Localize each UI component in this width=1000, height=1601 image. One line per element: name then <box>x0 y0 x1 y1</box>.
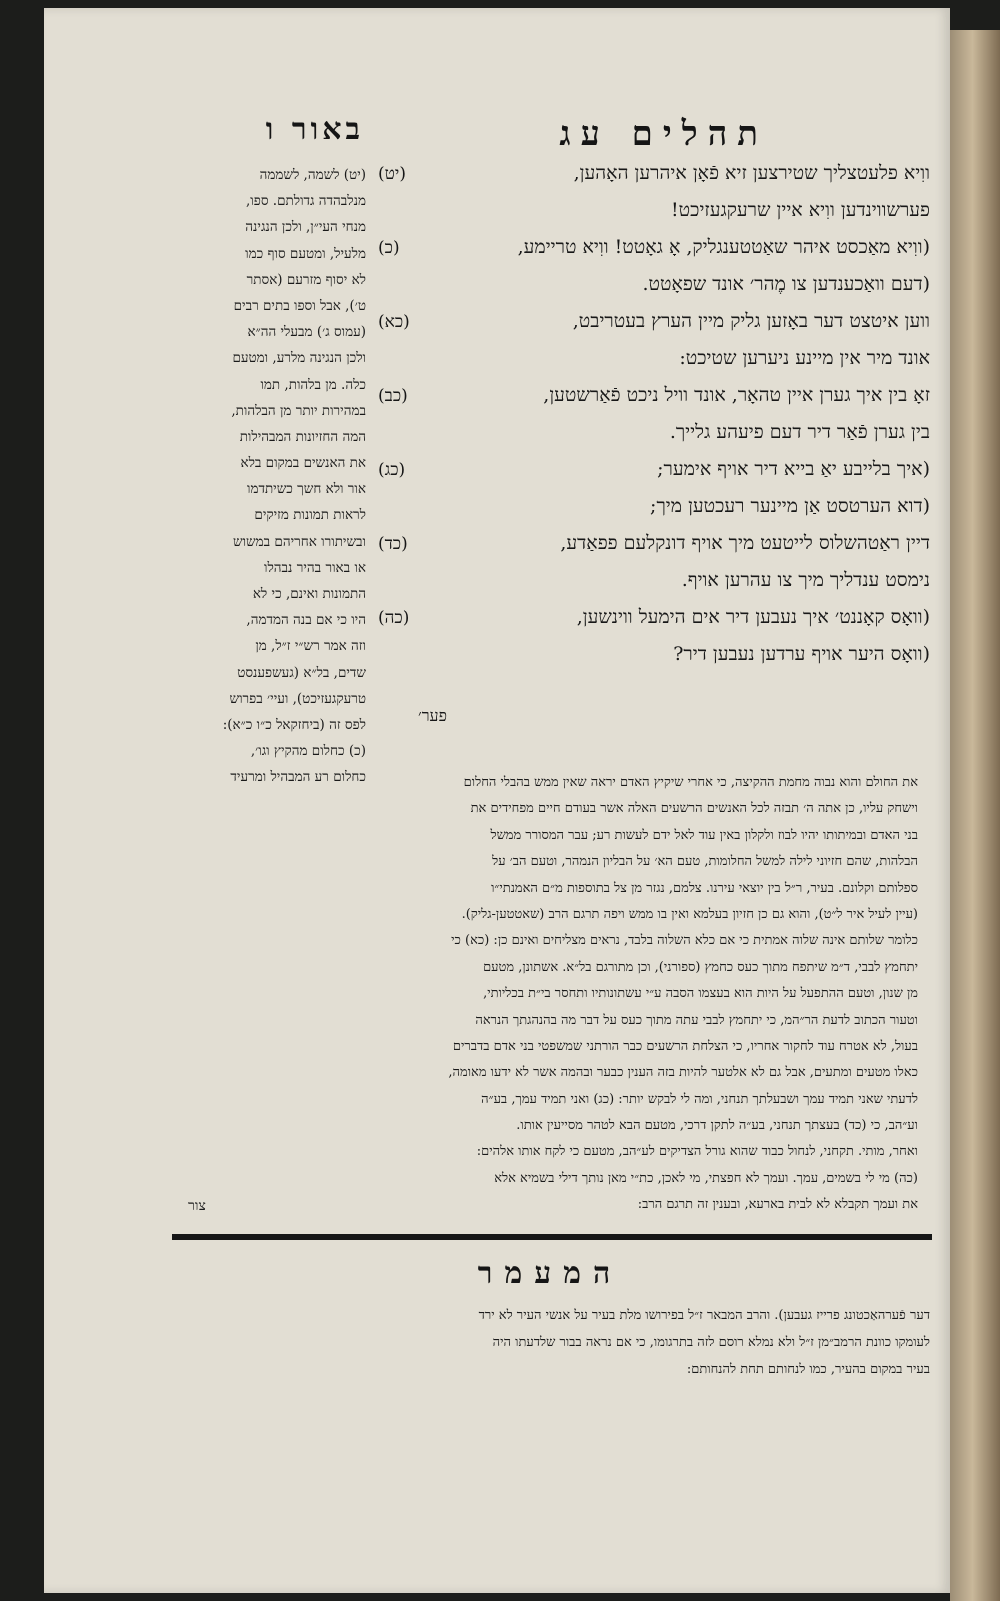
commentary-line: (עמוס ג׳) מבעלי הה״א <box>247 324 366 341</box>
commentary-line: לפס זה (ביחזקאל כ״ו כ״א): <box>222 716 366 733</box>
commentary-line: טרעקגעזיכט), ועיי׳ בפרוש <box>229 690 366 707</box>
commentary-line: ואחר, מותי. תקחני, לנחול כבוד שהוא גורל הצדיקים לע״הב, מטעם כי לקח אותו אלהים: <box>476 1144 918 1160</box>
commentary-line: ובשיתורו אחריהם במשוש <box>233 533 366 550</box>
commentary-line: (עיין לעיל איר ל״ט), והוא גם כן חזיון בעלמא ואין בו ממש ויפה תרגם הרב (שאטטען-גליק). <box>461 906 918 922</box>
verse-line <box>378 643 930 680</box>
commentary-line: וע״הב, כי (כד) בעצתך תנחני, בע״ה לתקן דרכי, מטעם הבא לטהר מסייעין אותו. <box>516 1118 918 1134</box>
section-divider <box>172 1234 932 1240</box>
commentary-line: כלה. מן בלהות, תמו <box>260 376 366 393</box>
section-title: המעמר <box>477 1256 623 1291</box>
commentary-line: בעול, לא אטרח עוד לחקור אחריו, כי הצלחת הרשעים כבר הורתני שמשפטי בני אדם בדברים <box>452 1038 918 1054</box>
verse-text: אונד מיר אין מיינע ניערען שטיכט: <box>679 347 930 369</box>
verse-text: ווען איטצט דער באָזען גליק מיין הערץ בעטריבט, <box>572 310 930 332</box>
verse-line <box>378 458 930 495</box>
commentary-line: ספלותם וקלונם. בעיר, ר״ל בין יוצאי עירנו. צלמם, נגזר מן צל בתוספות מ״ם האמנתי״ו <box>491 880 918 896</box>
commentary-line: התמונות ואינם, כי לא <box>252 586 366 602</box>
verse-text: (וואָס קאָננט׳ איך נעבען דיר אים הימעל ווינשען, <box>576 606 930 628</box>
verse-line <box>378 495 930 532</box>
catchword: צור <box>188 1198 206 1214</box>
commentary-line: את האנשים במקום בלא <box>240 455 366 472</box>
verse-number: (כ) <box>378 238 400 258</box>
verse-text: נימסט ענדליך מיך צו עהרען אויף. <box>681 569 930 591</box>
verse-number: (כא) <box>378 312 410 332</box>
verse-line <box>378 384 930 421</box>
commentary-line: מנחי העי״ן, ולכן הנגינה <box>245 219 366 236</box>
commentary-line: וישחק עליו, כן אתה ה׳ תבזה לכל האנשים הרשעים האלה אשר בעודם חיים מפחידים את <box>470 801 918 817</box>
verse-text: ווִיא פלעטצליך שטירצען זיא פֿאָן איהרען האָהען, <box>573 162 930 184</box>
verse-number: (כג) <box>378 460 406 480</box>
commentary-line: לדעתי שאני תמיד עמך ושבעלתך תנחני, ומה לי לבקש יותר: (כג) ואני תמיד עמך, בע״ה <box>481 1091 918 1107</box>
verse-line <box>378 199 930 236</box>
commentary-line: (כ) כחלום מהקיץ וגו׳, <box>250 743 366 760</box>
commentary-line: מן שנון, וטעם ההתפעל על היות הוא בעצמו הסבה ע״י עשתונותיו ותחסר בי״ת בכליותי, <box>483 986 918 1002</box>
verse-text: דיין ראַטהשלוס לייטעט מיך אויף דונקלעם פפאַדע, <box>560 532 930 554</box>
commentary-line: (יט) לשמה, לשממה <box>259 167 366 183</box>
verse-text: (דוא הערטסט אַן מיינער רעכטען מיך; <box>650 495 930 517</box>
section-line: דער פֿערהאַכטונג פרייז געבען). והרב המבאר ז״ל בפירושו מלת בעיר על אנשי העיר לא ירד <box>478 1308 930 1323</box>
verse-line <box>378 606 930 643</box>
section-line: לעומקו כוונת הרמב״מן ז״ל ולא נמלא רוסם לזה בתרגומו, כי אם נראה בבור שלדעתו היה <box>492 1335 930 1350</box>
full-width-commentary <box>158 770 918 1219</box>
commentary-line: לא יסוף מזרעם (אסתר <box>246 271 366 288</box>
commentary-line: כלומר שלותם אינה שלוה אמתית כי אם כלא השלוה בלבד, נראים מצליחים ואינם כן: (כא) כי <box>451 933 918 949</box>
commentary-line: או באור בהיר נבהלו <box>264 559 366 576</box>
verse-number: (כה) <box>378 608 410 628</box>
verse-text: בין גערן פֿאַר דיר דעם פיעהע גלייך. <box>669 421 930 443</box>
verse-line <box>378 532 930 569</box>
commentary-line: לראות תמונות מזיקים <box>254 507 366 524</box>
verse-signature: פער׳ <box>418 706 447 725</box>
book-page-edges <box>950 30 1000 1601</box>
verse-text: (ווִיא מאַכסט איהר שאַטטענגליק, אָ גאָטט! ווִיא טריימע, <box>517 236 930 258</box>
verse-line <box>378 569 930 606</box>
commentary-line: כאלו מטעים ומתעים, אבל גם לא אלטער להיות בזה הענין כבער ובהמה אשר לא ידעו מאומה, <box>448 1065 918 1081</box>
commentary-line: בני האדם ובמיתותו יהיו לבוז ולקלון באין עוד לאל ידם לעשות רע; עבר המסורר ממשל <box>490 827 918 843</box>
verse-text: זאָ בין איך גערן איין טהאָר, אונד וויל ניכט פֿאַרשטען, <box>543 384 930 406</box>
verse-line <box>378 310 930 347</box>
verse-text: (וואָס היער אויף ערדען נעבען דיר? <box>673 643 930 665</box>
commentary-line: וטעור הכתוב לדעת הר״המ, כי יתחמץ לבבי עתה מתוך כעס על דבר מה בהנהגתך הנראה <box>475 1012 918 1028</box>
verse-number: (כד) <box>378 534 408 554</box>
commentary-line: ט׳), אבל וספו בתים רבים <box>233 297 366 314</box>
commentary-line: היו כי אם בנה המדמה, <box>246 612 366 629</box>
section-line: בעיר במקום בהעיר, כמו לנחותם תחת להנחותם: <box>686 1362 930 1377</box>
commentary-line: את החולם והוא נבוה מחמת ההקיצה, כי אחרי שיקיץ האדם יראה שאין ממש בהבלי החלום <box>463 775 918 790</box>
verse-line <box>378 162 930 199</box>
verse-block <box>378 162 930 680</box>
commentary-line: וזה אמר רש״י ז״ל, מן <box>255 638 366 655</box>
commentary-line: במהירות יותר מן הבלהות, <box>231 402 366 419</box>
verse-text: (איך בלייבע יאַ בייא דיר אויף אימער; <box>657 458 930 480</box>
commentary-line: אור ולא חשך כשיתדמו <box>247 481 366 498</box>
verse-number: (יט) <box>378 164 406 184</box>
page-title: תהלים עג <box>559 114 768 154</box>
verse-line <box>378 236 930 273</box>
commentary-line: את ועמך תקבלא לא לבית בארעא, ובענין זה תרגם הרב: <box>637 1197 918 1213</box>
side-commentary-column <box>168 162 366 786</box>
commentary-line: מנלבהדה גדולתם. ספו, <box>246 193 366 210</box>
commentary-line: (כה) מי לי בשמים, עמך. ועמך לא חפצתי, מי לאכן, כת״י מאן נותך דילי בשמיא אלא <box>494 1170 918 1186</box>
verse-number: (כב) <box>378 386 408 406</box>
verse-text: (דעם וואַכענדען צו מֶהר׳ אונד שפאָטט. <box>642 273 930 295</box>
verse-line <box>378 421 930 458</box>
verse-line <box>378 273 930 310</box>
commentary-line: המה החזיונות המבהילות <box>239 428 366 445</box>
commentary-line: הבלהות, שהם חזיוני לילה למשל החלומות, טעם הא׳ על הבליון הנמהר, וטעם הב׳ על <box>492 854 918 870</box>
commentary-line: כחלום רע המבהיל ומרעיד <box>230 769 366 786</box>
commentary-line: מלעיל, ומטעם סוף כמו <box>245 245 366 262</box>
commentary-line: יתחמץ לבבי, ד״מ שיתפח מתוך כעס כחמץ (ספורני), וכן מתורגם בל״א. אשתונן, מטעם <box>483 959 918 975</box>
verse-text: פערשווינדען ווִיא איין שרעקגעזיכט! <box>671 199 930 221</box>
section-body <box>188 1302 930 1383</box>
commentary-line: ולכן הנגינה מלרע, ומטעם <box>232 350 366 367</box>
commentary-title: באור ו <box>265 112 364 147</box>
verse-line <box>378 347 930 384</box>
commentary-line: שדים, בל״א (געשפענסט <box>237 664 366 681</box>
